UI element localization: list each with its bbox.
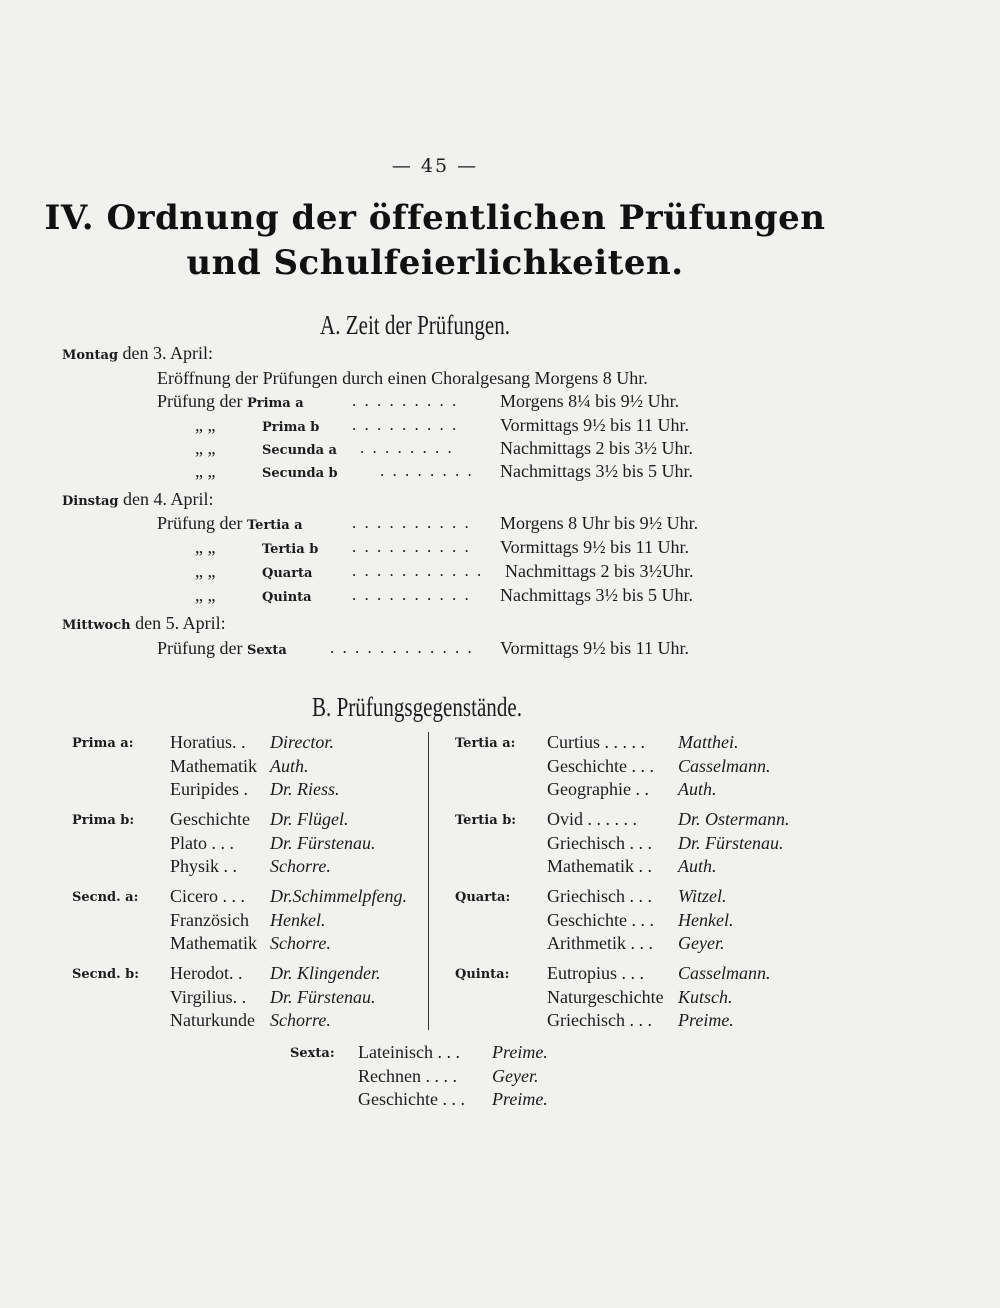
exam-row xyxy=(195,537,215,558)
ditto-mark: „ „ xyxy=(195,461,216,481)
teacher-name: Preime. xyxy=(492,1042,548,1062)
exam-row xyxy=(157,638,287,659)
title-line-1: IV. Ordnung der öffentlichen Prüfungen xyxy=(44,198,826,238)
exam-class: Prima a xyxy=(246,396,304,411)
teacher-name: Geyer. xyxy=(678,933,725,953)
subject-name: Geographie . . xyxy=(547,779,649,799)
class-label: Secnd. b: xyxy=(72,967,140,982)
ditto-mark: „ „ xyxy=(195,438,216,458)
leader-dots: . . . . . . . . . . . . xyxy=(330,638,474,657)
subject-name: Geschichte . . . xyxy=(547,909,654,930)
exam-row xyxy=(195,461,215,482)
exam-row xyxy=(195,438,215,459)
ditto-mark: „ „ xyxy=(195,537,216,557)
exam-class: Secunda b xyxy=(262,466,338,481)
teacher-name: Dr. Klingender. xyxy=(270,963,381,983)
exam-row xyxy=(195,585,215,606)
subject-name: Herodot. . xyxy=(170,963,243,983)
teacher-name: Director. xyxy=(270,732,334,752)
subject-name: Curtius . . . . . xyxy=(547,732,646,752)
exam-class-wrap xyxy=(262,415,319,436)
exam-class: Prima b xyxy=(262,420,320,435)
class-label: Quarta: xyxy=(455,890,511,905)
subject-name: Griechisch . . . xyxy=(547,832,652,853)
subject-name: Geschichte xyxy=(170,809,250,829)
exam-time: Morgens 8 Uhr bis 9½ Uhr. xyxy=(500,513,699,533)
class-label: Tertia b: xyxy=(455,813,517,828)
leader-dots: . . . . . . . . xyxy=(360,438,454,457)
exam-class: Quinta xyxy=(262,590,312,605)
exam-row xyxy=(157,391,304,412)
teacher-name: Henkel. xyxy=(270,909,326,930)
subject-name: Cicero . . . xyxy=(170,886,245,906)
subject-name: Mathematik xyxy=(170,933,257,953)
exam-prefix: Prüfung der xyxy=(157,638,243,658)
exam-time: Nachmittags 2 bis 3½Uhr. xyxy=(505,561,694,581)
subject-name: Geschichte . . . xyxy=(358,1089,465,1109)
subject-name: Virgilius. . xyxy=(170,986,247,1007)
section-b-heading: B. Prüfungsgegenstände. xyxy=(312,692,522,722)
exam-class: Quarta xyxy=(262,566,313,581)
teacher-name: Auth. xyxy=(678,779,717,799)
teacher-name: Kutsch. xyxy=(678,986,733,1007)
teacher-name: Dr. Flügel. xyxy=(270,809,349,829)
teacher-name: Schorre. xyxy=(270,933,331,953)
exam-time: Vormittags 9½ bis 11 Uhr. xyxy=(500,537,690,557)
exam-class: Secunda a xyxy=(262,443,337,458)
exam-class-wrap xyxy=(262,438,337,459)
subject-name: Eutropius . . . xyxy=(547,963,644,983)
teacher-name: Preime. xyxy=(678,1010,734,1030)
teacher-name: Dr. Ostermann. xyxy=(678,809,790,829)
day-mittwoch xyxy=(62,613,226,634)
exam-row xyxy=(195,561,215,582)
exam-time: Morgens 8¼ bis 9½ Uhr. xyxy=(500,391,680,411)
day-dinstag xyxy=(62,489,214,510)
leader-dots: . . . . . . . . xyxy=(380,461,474,480)
exam-row xyxy=(195,415,215,436)
subject-name: Griechisch . . . xyxy=(547,1010,652,1030)
ditto-mark: „ „ xyxy=(195,561,216,581)
subject-name: Arithmetik . . . xyxy=(547,933,653,953)
teacher-name: Schorre. xyxy=(270,1010,331,1030)
subject-name: Französich xyxy=(170,909,249,930)
exam-time: Nachmittags 3½ bis 5 Uhr. xyxy=(500,585,693,605)
leader-dots: . . . . . . . . . xyxy=(352,415,459,434)
exam-class: Tertia b xyxy=(262,542,319,557)
teacher-name: Casselmann. xyxy=(678,755,771,776)
leader-dots: . . . . . . . . . . xyxy=(352,537,471,556)
subject-name: Geschichte . . . xyxy=(547,755,654,776)
subject-name: Mathematik xyxy=(170,755,257,776)
teacher-name: Dr. Riess. xyxy=(270,779,340,799)
exam-prefix: Prüfung der xyxy=(157,513,243,533)
leader-dots: . . . . . . . . . . xyxy=(352,585,471,604)
teacher-name: Dr. Fürstenau. xyxy=(678,832,784,853)
teacher-name: Preime. xyxy=(492,1089,548,1109)
ditto-mark: „ „ xyxy=(195,415,216,435)
exam-row xyxy=(157,513,303,534)
class-label: Sexta: xyxy=(290,1046,335,1061)
class-label: Secnd. a: xyxy=(72,890,139,905)
exam-prefix: Prüfung der xyxy=(157,391,243,411)
teacher-name: Dr.Schimmelpfeng. xyxy=(270,886,407,906)
exam-class-wrap xyxy=(262,585,312,606)
teacher-name: Casselmann. xyxy=(678,963,771,983)
teacher-name: Auth. xyxy=(270,755,309,776)
subject-name: Horatius. . xyxy=(170,732,246,752)
exam-class-wrap xyxy=(262,561,312,582)
title-line-2: und Schulfeierlichkeiten. xyxy=(186,243,684,283)
class-label: Tertia a: xyxy=(455,736,516,751)
exam-time: Vormittags 9½ bis 11 Uhr. xyxy=(500,415,690,435)
leader-dots: . . . . . . . . . . . xyxy=(352,561,484,580)
exam-time: Nachmittags 3½ bis 5 Uhr. xyxy=(500,461,693,481)
ditto-mark: „ „ xyxy=(195,585,216,605)
exam-time: Vormittags 9½ bis 11 Uhr. xyxy=(500,638,690,658)
leader-dots: . . . . . . . . . xyxy=(352,391,459,410)
exam-class-wrap xyxy=(262,537,318,558)
subject-name: Ovid . . . . . . xyxy=(547,809,637,829)
subject-name: Griechisch . . . xyxy=(547,886,652,906)
class-label: Quinta: xyxy=(455,967,510,982)
teacher-name: Dr. Fürstenau. xyxy=(270,832,376,853)
subject-name: Lateinisch . . . xyxy=(358,1042,460,1062)
section-a-heading: A. Zeit der Prüfungen. xyxy=(320,310,511,340)
subject-name: Physik . . xyxy=(170,856,238,876)
subject-name: Mathematik . . xyxy=(547,856,652,876)
subject-name: Naturkunde xyxy=(170,1010,255,1030)
day-date: den 4. April: xyxy=(123,489,214,509)
day-label: Mittwoch xyxy=(62,618,131,633)
day-date: den 5. April: xyxy=(135,613,226,633)
teacher-name: Geyer. xyxy=(492,1065,539,1086)
subject-name: Rechnen . . . . xyxy=(358,1065,457,1086)
subject-name: Naturgeschichte xyxy=(547,986,664,1007)
leader-dots: . . . . . . . . . . xyxy=(352,513,471,532)
exam-class-wrap xyxy=(262,461,338,482)
exam-class: Tertia a xyxy=(246,518,303,533)
teacher-name: Witzel. xyxy=(678,886,727,906)
teacher-name: Matthei. xyxy=(678,732,739,752)
class-label: Prima b: xyxy=(72,813,135,828)
day-date: den 3. April: xyxy=(122,343,214,363)
opening-line: Eröffnung der Prüfungen durch einen Choralgesang Morgens 8 Uhr. xyxy=(157,368,648,388)
subject-name: Plato . . . xyxy=(170,832,235,853)
exam-class: Sexta xyxy=(246,643,287,658)
subject-name: Euripides . xyxy=(170,779,248,799)
day-label: Montag xyxy=(62,348,119,363)
teacher-name: Auth. xyxy=(678,856,717,876)
day-montag xyxy=(62,343,213,364)
teacher-name: Henkel. xyxy=(678,909,734,930)
column-divider xyxy=(428,732,429,1030)
teacher-name: Dr. Fürstenau. xyxy=(270,986,376,1007)
teacher-name: Schorre. xyxy=(270,856,331,876)
class-label: Prima a: xyxy=(72,736,134,751)
exam-time: Nachmittags 2 bis 3½ Uhr. xyxy=(500,438,693,458)
page-number: — 45 — xyxy=(391,155,479,177)
day-label: Dinstag xyxy=(62,494,119,509)
